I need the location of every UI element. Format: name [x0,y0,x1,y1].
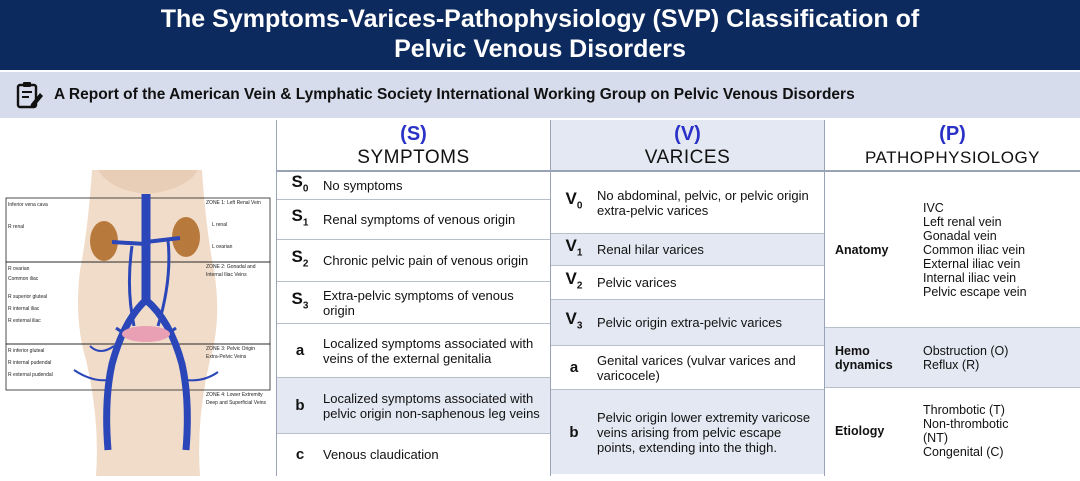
anatomy-row [825,172,1080,328]
etiology-label: Etiology [835,424,885,438]
varix-row-v0 [551,172,824,234]
svg-text:R ovarian: R ovarian [8,266,30,272]
svg-text:ZONE 2: Gonadal and: ZONE 2: Gonadal and [206,264,256,270]
svg-text:ZONE 4: Lower Extremity: ZONE 4: Lower Extremity [206,392,263,398]
symptom-desc: Chronic pelvic pain of venous origin [323,253,529,268]
anatomy-item: IVC [923,200,944,215]
symptom-desc: Localized symptoms associated with pelvic origin non-saphenous leg veins [323,390,540,421]
hemodynamics-row [825,328,1080,388]
symptom-row-s2 [277,240,550,282]
symptoms-header [277,120,550,172]
varices-header [551,120,824,172]
anatomy-item: Left renal vein [923,214,1002,229]
anatomy-item: Internal iliac vein [923,270,1017,285]
subtitle-bar [0,72,1080,118]
symptom-row-c [277,434,550,474]
svg-text:R superior gluteal: R superior gluteal [8,294,48,300]
hemodynamics-item: Obstruction (O) [923,343,1009,358]
varix-desc: Renal hilar varices [597,242,704,257]
symptoms-letter: (S) [400,123,427,145]
anatomy-item: Common iliac vein [923,242,1026,257]
varix-desc: Pelvic origin extra-pelvic varices [597,315,782,330]
anatomy-item: External iliac vein [923,256,1021,271]
etiology-item: Congenital (C) [923,445,1004,459]
varix-row-a [551,346,824,390]
svg-text:Extra-Pelvic Veins: Extra-Pelvic Veins [206,354,247,360]
anatomy-item: Pelvic escape vein [923,284,1027,299]
svg-text:R internal iliac: R internal iliac [8,306,40,312]
symptom-code: $S_3$ [291,289,309,312]
pathophysiology-title: PATHOPHYSIOLOGY [864,148,1041,167]
symptom-desc: No symptoms [323,178,403,193]
title-line-2: Pelvic Venous Disorders [394,35,686,63]
svg-text:R inferior gluteal: R inferior gluteal [8,348,45,354]
symptom-row-a [277,324,550,378]
varix-code: $V_1$ [565,236,583,259]
varix-desc: Genital varices (vulvar varices and varicocele) [597,352,796,383]
varix-row-v1 [551,234,824,266]
varix-code: $V_2$ [565,269,583,292]
subtitle-text: A Report of the American Vein & Lymphatic Society International Working Group on Pelvic Venous Disorders [54,86,855,103]
anatomy-diagram [0,120,276,476]
symptom-desc: Renal symptoms of venous origin [323,212,516,227]
pathophysiology-letter: (P) [939,123,966,145]
hemodynamics-item: Reflux (R) [923,357,980,372]
varix-code: $V_3$ [565,309,583,332]
varix-row-b [551,390,824,474]
hemodynamics-label: Hemo dynamics [835,343,893,372]
varix-desc: Pelvic origin lower extremity varicose veins arising from pelvic escape points, extending into the thigh. [597,409,811,455]
symptom-code: a [295,342,305,359]
symptoms-title: SYMPTOMS [357,147,470,168]
symptoms-column [276,120,550,476]
svg-text:L renal: L renal [212,222,228,228]
varix-desc: No abdominal, pelvic, or pelvic origin extra-pelvic varices [597,187,809,218]
varix-code: b [569,423,579,441]
etiology-list [923,403,1080,459]
page-title [0,0,1080,70]
varices-column [550,120,824,476]
clipboard-report-icon [14,80,44,110]
pathophysiology-header [825,120,1080,172]
svg-text:Inferior vena cava: Inferior vena cava [8,202,48,208]
svg-text:ZONE 1: Left Renal Vein: ZONE 1: Left Renal Vein [206,200,261,206]
anatomy-item: Gonadal vein [923,228,997,243]
hemodynamics-list [923,344,1080,372]
etiology-row [825,388,1080,474]
etiology-item: (NT) [923,431,948,445]
symptom-code: $S_2$ [291,247,309,270]
varices-letter: (V) [674,123,701,145]
etiology-item: Non-thrombotic [923,417,1009,431]
svg-text:Common iliac: Common iliac [8,276,39,282]
anatomy-list [923,201,1080,299]
symptom-code: b [295,397,305,414]
symptom-row-s1 [277,200,550,240]
svg-text:R external pudendal: R external pudendal [8,372,53,378]
symptom-desc: Extra-pelvic symptoms of venous origin [323,287,514,318]
symptom-row-s3 [277,282,550,324]
varix-row-v3 [551,300,824,346]
pathophysiology-column [824,120,1080,476]
varix-code: a [569,359,579,376]
symptom-row-b [277,378,550,434]
symptom-code: $S_0$ [291,172,309,195]
varix-desc: Pelvic varices [597,275,677,290]
anatomy-label: Anatomy [835,242,889,257]
svg-text:Deep and Superficial Veins: Deep and Superficial Veins [206,400,267,406]
svg-text:L ovarian: L ovarian [212,244,233,250]
svg-text:R renal: R renal [8,224,25,230]
varix-row-v2 [551,266,824,300]
pelvic-vein-illustration [0,120,276,476]
svg-text:R internal pudendal: R internal pudendal [8,360,52,366]
svg-text:R external iliac: R external iliac [8,318,41,324]
etiology-item: Thrombotic (T) [923,403,1005,417]
svg-text:ZONE 3: Pelvic Origin: ZONE 3: Pelvic Origin [206,346,255,352]
varix-code: $V_0$ [565,189,583,212]
symptom-desc: Venous claudication [323,446,439,462]
symptom-row-s0 [277,172,550,200]
svg-text:Internal Iliac Veins: Internal Iliac Veins [206,272,247,278]
varices-title: VARICES [644,147,731,168]
symptom-desc: Localized symptoms associated with veins of the external genitalia [323,335,534,366]
symptom-code: c [295,445,305,463]
title-line-1: The Symptoms-Varices-Pathophysiology (SVP) Classification of [160,5,920,33]
symptom-code: $S_1$ [291,206,309,229]
